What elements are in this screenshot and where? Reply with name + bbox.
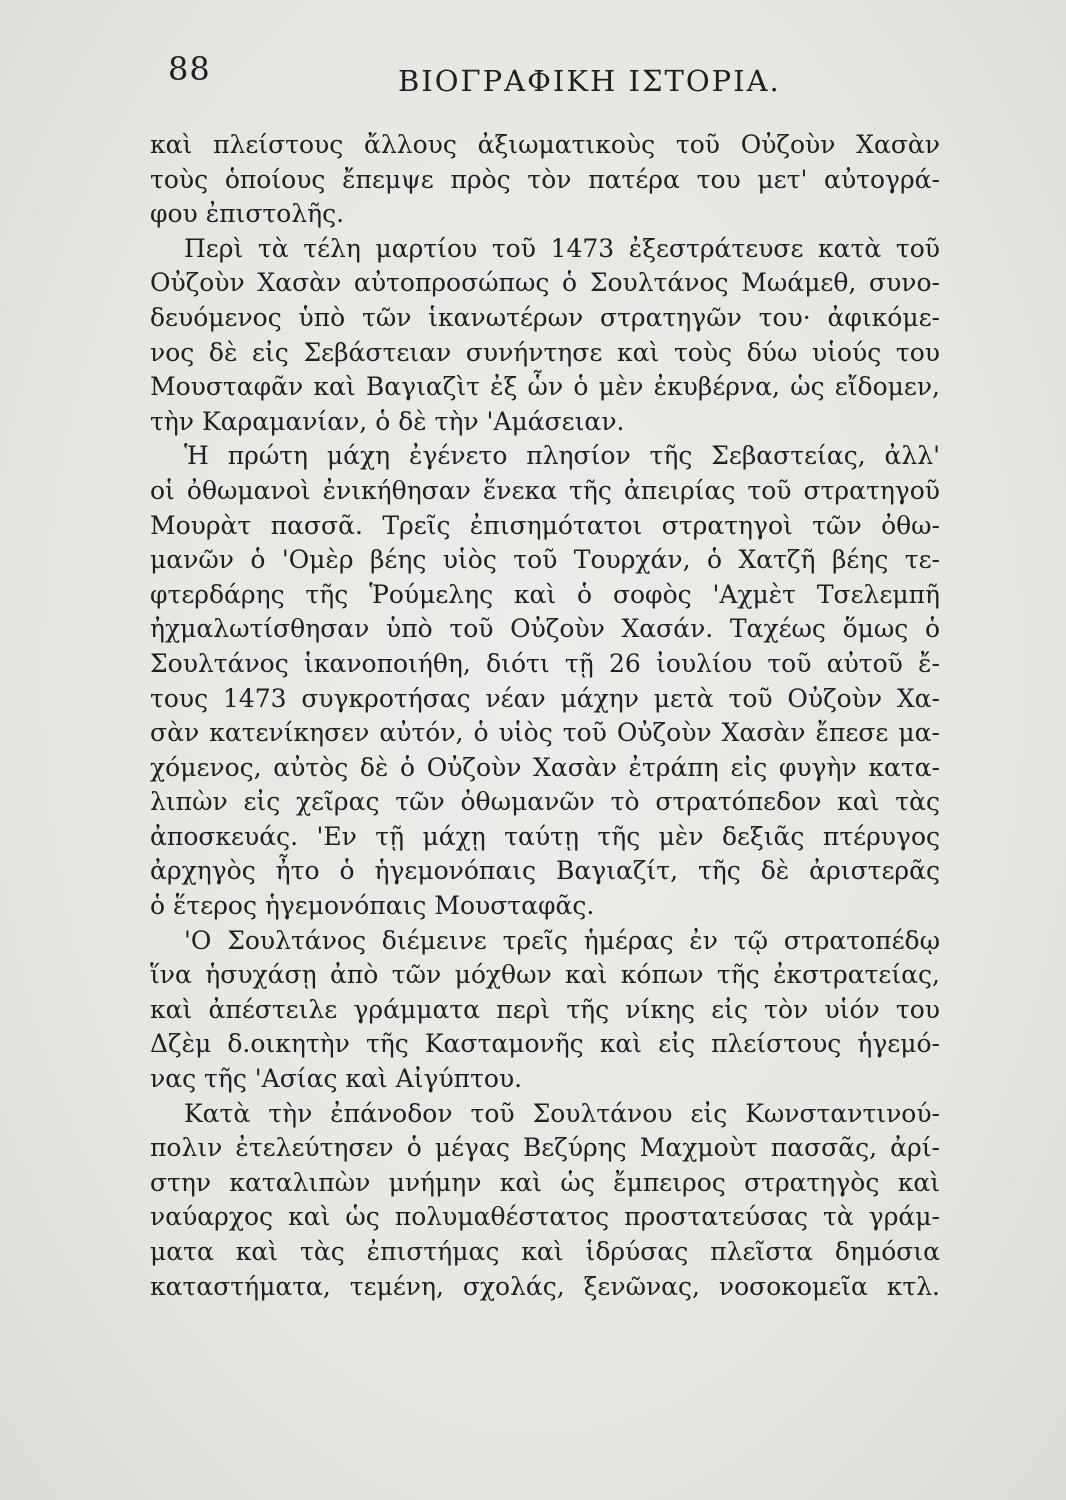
page-number: 88	[168, 50, 211, 88]
text-line: ματα καὶ τὰς ἐπιστήμας καὶ ἱδρύσας πλεῖστα δημόσια	[150, 1237, 940, 1266]
text-line: Κατὰ τὴν ἐπάνοδον τοῦ Σουλτάνου εἰς Κωνσταντινού-	[184, 1098, 940, 1128]
text-line: στην καταλιπὼν μνήμην καὶ ὡς ἔμπειρος στρατηγὸς καὶ	[150, 1167, 940, 1197]
text-line: τους 1473 συγκροτήσας νέαν μάχην μετὰ τοῦ Οὐζοὺν Χα-	[150, 683, 940, 713]
text-line: λιπὼν εἰς χεῖρας τῶν ὀθωμανῶν τὸ στρατόπεδον καὶ τὰς	[150, 787, 940, 817]
page-header	[168, 50, 938, 110]
text-line: τὴν Καραμανίαν, ὁ δὲ τὴν 'Αμάσειαν.	[150, 406, 625, 436]
text-line: χόμενος, αὐτὸς δὲ ὁ Οὐζοὺν Χασὰν ἐτράπη εἰς φυγὴν κατα-	[150, 752, 940, 782]
text-line: ἵνα ἡσυχάσῃ ἀπὸ τῶν μόχθων καὶ κόπων τῆς ἐκστρατείας,	[150, 960, 940, 990]
body-text	[150, 128, 940, 1304]
text-line: Σουλτάνος ἱκανοποιήθη, διότι τῇ 26 ἰουλίου τοῦ αὐτοῦ ἔ-	[150, 648, 940, 678]
text-line: ἠχμαλωτίσθησαν ὑπὸ τοῦ Οὐζοὺν Χασάν. Ταχέως ὅμως ὁ	[150, 614, 940, 644]
text-line: σὰν κατενίκησεν αὐτόν, ὁ υἱὸς τοῦ Οὐζοὺν Χασὰν ἔπεσε μα-	[150, 718, 940, 748]
text-line: ἀρχηγὸς ἦτο ὁ ἡγεμονόπαις Βαγιαζίτ, τῆς δὲ ἀριστερᾶς	[150, 856, 940, 886]
text-line: τοὺς ὁποίους ἔπεμψε πρὸς τὸν πατέρα του μετ' αὐτογρά-	[150, 164, 940, 194]
text-line: ἀποσκευάς. 'Εν τῇ μάχῃ ταύτῃ τῆς μὲν δεξιᾶς πτέρυγος	[150, 821, 940, 851]
text-line: καὶ ἀπέστειλε γράμματα περὶ τῆς νίκης εἰς τὸν υἱόν του	[150, 994, 940, 1024]
text-line: Μουρὰτ πασσᾶ. Τρεῖς ἐπισημότατοι στρατηγοὶ τῶν ὀθω-	[150, 510, 940, 540]
text-line: φου ἐπιστολῆς.	[150, 199, 345, 229]
text-line: πολιν ἐτελεύτησεν ὁ μέγας Βεζύρης Μαχμοὺτ πασσᾶς, ἀρί-	[150, 1133, 940, 1163]
text-line: μανῶν ὁ 'Ομὲρ βέης υἱὸς τοῦ Τουρχάν, ὁ Χατζῆ βέης τε-	[150, 545, 940, 575]
text-line: νος δὲ εἰς Σεβάστειαν συνήντησε καὶ τοὺς δύω υἱούς του	[150, 337, 940, 367]
text-line: ὁ ἕτερος ἡγεμονόπαις Μουσταφᾶς.	[150, 891, 595, 921]
text-line: Ἡ πρώτη μάχη ἐγένετο πλησίον τῆς Σεβαστείας, ἀλλ'	[184, 441, 940, 471]
text-line: καὶ πλείστους ἄλλους ἀξιωματικοὺς τοῦ Οὐζοὺν Χασὰν	[150, 130, 940, 159]
text-line: 'Ο Σουλτάνος διέμεινε τρεῖς ἡμέρας ἐν τῷ στρατοπέδῳ	[184, 925, 940, 955]
text-line: Περὶ τὰ τέλη μαρτίου τοῦ 1473 ἐξεστράτευσε κατὰ τοῦ	[184, 233, 940, 263]
text-line: οἱ ὀθωμανοὶ ἐνικήθησαν ἕνεκα τῆς ἀπειρίας τοῦ στρατηγοῦ	[150, 475, 940, 505]
text-line: Δζὲμ δ.οικητὴν τῆς Κασταμονῆς καὶ εἰς πλείστους ἡγεμό-	[150, 1029, 940, 1059]
running-title: ΒΙΟΓΡΑΦΙΚΗ ΙΣΤΟΡΙΑ.	[398, 64, 781, 98]
text-line: καταστήματα, τεμένη, σχολάς, ξενῶνας, νοσοκομεῖα κτλ.	[150, 1271, 940, 1301]
text-line: Μουσταφᾶν καὶ Βαγιαζὶτ ἐξ ὧν ὁ μὲν ἐκυβέρνα, ὡς εἴδομεν,	[150, 372, 940, 402]
text-line: νας τῆς 'Ασίας καὶ Αἰγύπτου.	[150, 1064, 523, 1094]
text-line: δευόμενος ὑπὸ τῶν ἱκανωτέρων στρατηγῶν του· ἀφικόμε-	[150, 302, 940, 332]
text-line: Οὐζοὺν Χασὰν αὐτοπροσώπως ὁ Σουλτάνος Μωάμεθ, συνο-	[150, 268, 940, 298]
text-line: φτερδάρης τῆς Ῥούμελης καὶ ὁ σοφὸς 'Αχμὲτ Τσελεμπῆ	[150, 579, 940, 609]
text-line: ναύαρχος καὶ ὡς πολυμαθέστατος προστατεύσας τὰ γράμ-	[150, 1202, 940, 1232]
